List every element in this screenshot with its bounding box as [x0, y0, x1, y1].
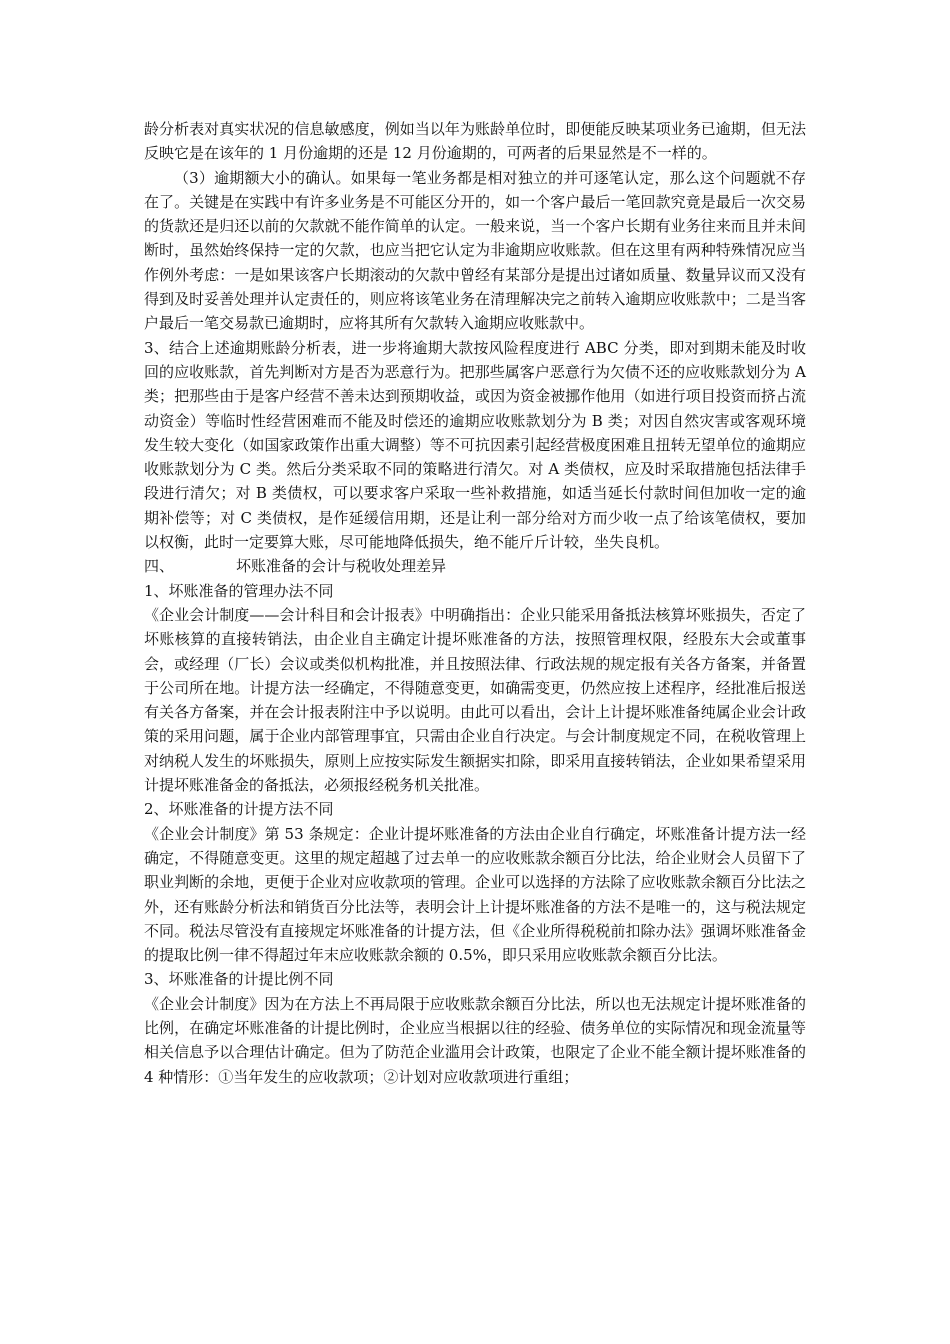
section-heading-four	[144, 554, 806, 578]
section-number: 四、	[144, 557, 175, 576]
subheading-management-method: 1、坏账准备的管理办法不同	[144, 581, 334, 600]
paragraph-overdue-amount: （3）逾期额大小的确认。如果每一笔业务都是相对独立的并可逐笔认定，那么这个问题就不存在了。关键是在实践中有许多业务是不可能区分开的，如一个客户最后一笔回款究竟是最后一次交易的货款还是归还以前的欠款就不能作简单的认定。一般来说，当一个客户长期有业务往来而且并未间断时，虽然始终保持一定的欠款，也应当把它认定为非逾期应收账款。但在这里有两种特殊情况应当作例外考虑：一是如果该客户长期滚动的欠款中曾经有某部分是提出过诸如质量、数量异议而又没有得到及时妥善处理并认定责任的，则应将该笔业务在清理解决完之前转入逾期应收账款中；二是当客户最后一笔交易款已逾期时，应将其所有欠款转入逾期应收账款中。	[144, 168, 806, 333]
document-body	[144, 117, 806, 1089]
paragraph-management-method: 《企业会计制度——会计科目和会计报表》中明确指出：企业只能采用备抵法核算坏账损失，否定了坏账核算的直接转销法，由企业自主确定计提坏账准备的方法，按照管理权限，经股东大会或董事会，或经理（厂长）会议或类似机构批准，并且按照法律、行政法规的规定报有关各方备案，并备置于公司所在地。计提方法一经确定，不得随意变更，如确需变更，仍然应按上述程序，经批准后报送有关各方备案，并在会计报表附注中予以说明。由此可以看出，会计上计提坏账准备纯属企业会计政策的采用问题，属于企业内部管理事宜，只需由企业自行决定。与会计制度规定不同，在税收管理上对纳税人发生的坏账损失，原则上应按实际发生额据实扣除，即采用直接转销法，企业如果希望采用计提坏账准备金的备抵法，必须报经税务机关批准。	[144, 605, 806, 795]
section-title: 坏账准备的会计与税收处理差异	[236, 557, 447, 576]
paragraph-abc-classification: 3、结合上述逾期账龄分析表，进一步将逾期大款按风险程度进行 ABC 分类，即对到期未能及时收回的应收账款，首先判断对方是否为恶意行为。把那些属客户恶意行为欠债不还的应收账款划分为 A 类；把那些由于是客户经营不善未达到预期收益，或因为资金被挪作他用（如进行项目投资而挤占流动资金）等临时性经营困难而不能及时偿还的逾期应收账款划分为 B 类；对因自然灾害或客观环境发生较大变化（如国家政策作出重大调整）等不可抗因素引起经营极度困难且扭转无望单位的逾期应收账款划分为 C 类。然后分类采取不同的策略进行清欠。对 A 类债权，应及时采取措施包括法律手段进行清欠；对 B 类债权，可以要求客户采取一些补救措施，如适当延长付款时间但加收一定的逾期补偿等；对 C 类债权，是作延缓信用期，还是让利一部分给对方而少收一点了给该笔债权，要加以权衡，此时一定要算大账，尽可能地降低损失，绝不能斤斤计较，坐失良机。	[144, 338, 806, 552]
paragraph-provision-method: 《企业会计制度》第 53 条规定：企业计提坏账准备的方法由企业自行确定，坏账准备计提方法一经确定，不得随意变更。这里的规定超越了过去单一的应收账款余额百分比法，给企业财会人员留下了职业判断的余地，更便于企业对应收款项的管理。企业可以选择的方法除了应收账款余额百分比法之外，还有账龄分析法和销货百分比法等，表明会计上计提坏账准备的方法不是唯一的，这与税法规定不同。税法尽管没有直接规定坏账准备的计提方法，但《企业所得税税前扣除办法》强调坏账准备金的提取比例一律不得超过年末应收账款余额的 0.5%，即只采用应收账款余额百分比法。	[144, 824, 806, 965]
subheading-provision-ratio: 3、坏账准备的计提比例不同	[144, 970, 334, 989]
subheading-provision-method: 2、坏账准备的计提方法不同	[144, 800, 334, 819]
paragraph-provision-ratio: 《企业会计制度》因为在方法上不再局限于应收账款余额百分比法，所以也无法规定计提坏账准备的比例，在确定坏账准备的计提比例时，企业应当根据以往的经验、债务单位的实际情况和现金流量等相关信息予以合理估计确定。但为了防范企业滥用会计政策，也限定了企业不能全额计提坏账准备的 4 种情形：①当年发生的应收款项；②计划对应收款项进行重组；	[144, 994, 806, 1086]
paragraph-aging-sensitivity: 龄分析表对真实状况的信息敏感度，例如当以年为账龄单位时，即便能反映某项业务已逾期，但无法反映它是在该年的 1 月份逾期的还是 12 月份逾期的，可两者的后果显然是不一样的。	[144, 120, 806, 163]
